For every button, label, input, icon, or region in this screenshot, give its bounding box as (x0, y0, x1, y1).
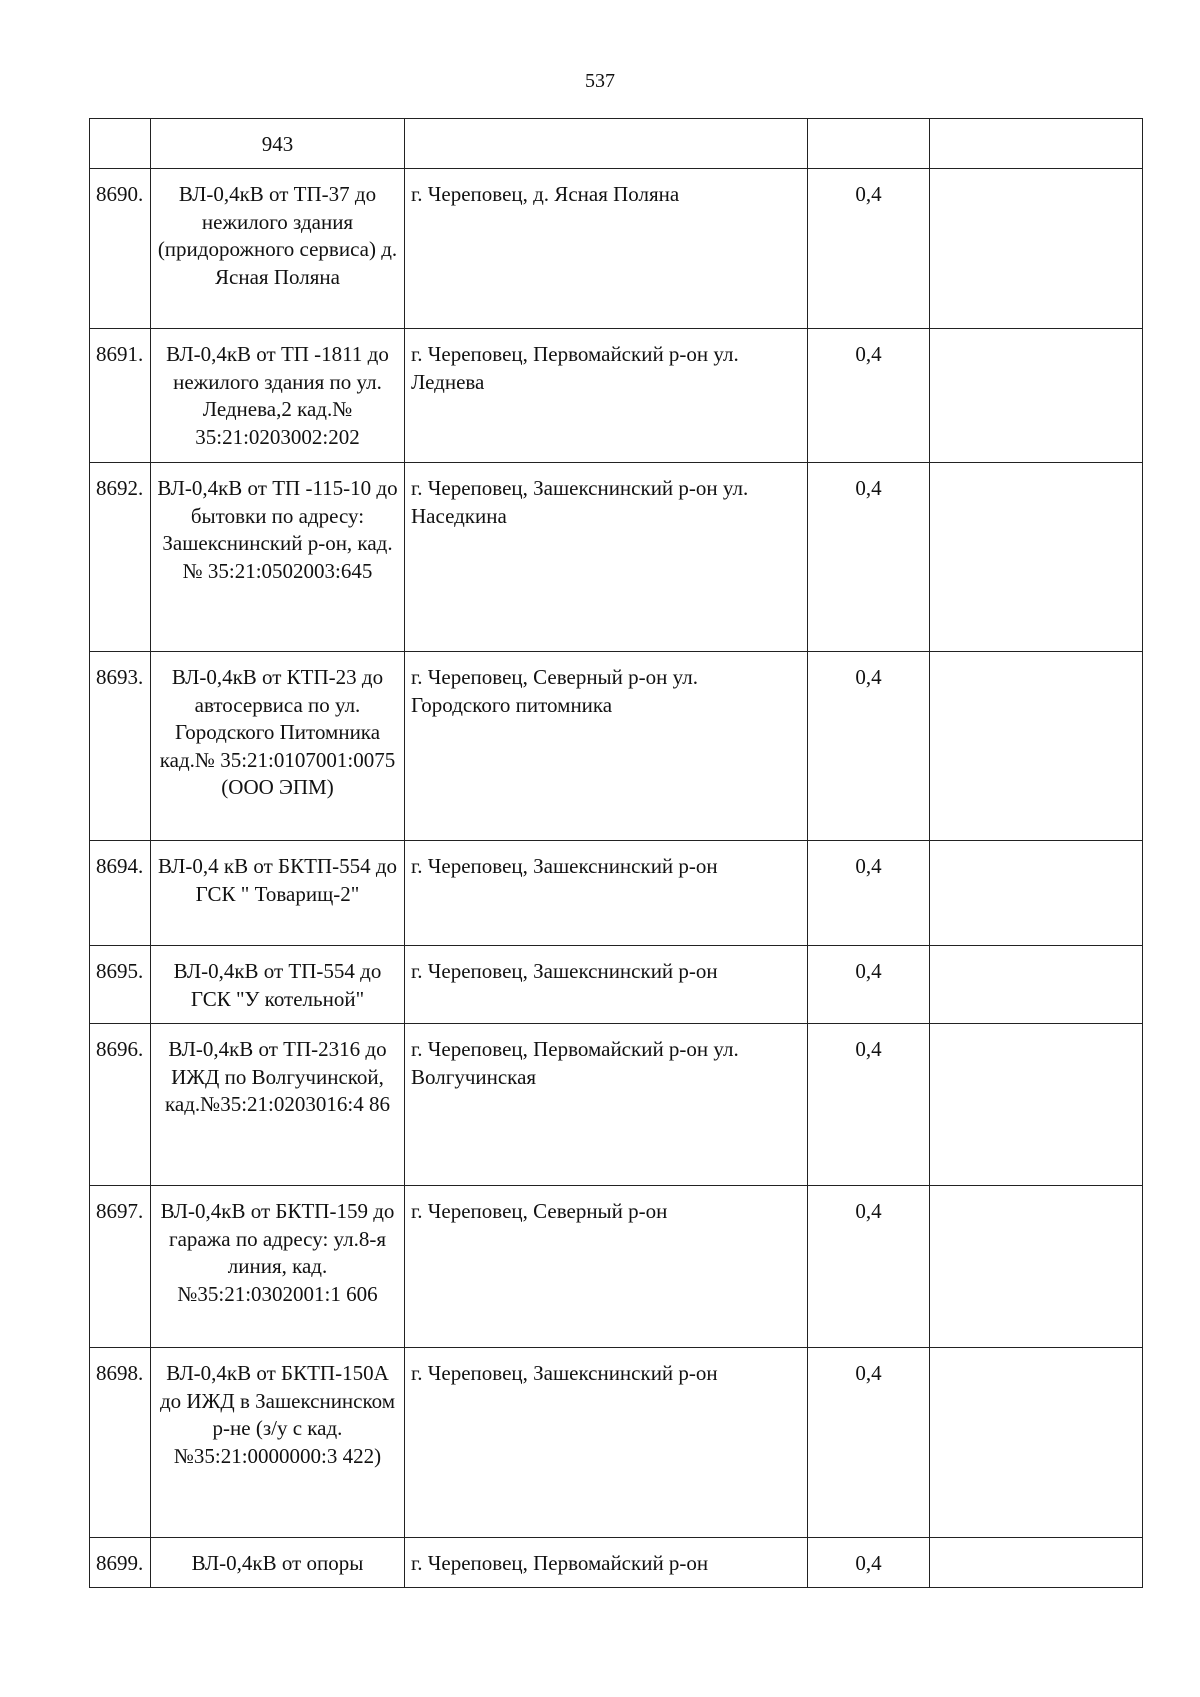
row-number-cell: 8699. (90, 1538, 151, 1588)
table-row (90, 329, 1143, 463)
line-name-cell: ВЛ-0,4кВ от ТП-37 до нежилого здания (придорожного сервиса) д. Ясная Поляна (151, 169, 405, 329)
extra-cell (930, 1024, 1143, 1186)
address-cell: г. Череповец, Зашекснинский р-он (405, 1348, 808, 1538)
table-row (90, 1538, 1143, 1588)
table-row (90, 1024, 1143, 1186)
row-number-cell: 8691. (90, 329, 151, 463)
row-number-cell: 8696. (90, 1024, 151, 1186)
line-name-cell: ВЛ-0,4кВ от ТП -115-10 до бытовки по адресу: Зашекснинский р-он, кад.№ 35:21:0502003:645 (151, 463, 405, 652)
address-cell: г. Череповец, Зашекснинский р-он (405, 841, 808, 946)
voltage-cell: 0,4 (808, 169, 930, 329)
table-row (90, 841, 1143, 946)
voltage-cell: 0,4 (808, 652, 930, 841)
address-cell: г. Череповец, Первомайский р-он ул. Волгучинская (405, 1024, 808, 1186)
address-cell: г. Череповец, Зашекснинский р-он ул. Наседкина (405, 463, 808, 652)
line-name-cell: ВЛ-0,4кВ от ТП-2316 до ИЖД по Волгучинской, кад.№35:21:0203016:4 86 (151, 1024, 405, 1186)
table-row-continuation (90, 119, 1143, 169)
row-number-cell: 8693. (90, 652, 151, 841)
extra-cell (930, 119, 1143, 169)
line-name-cell: ВЛ-0,4кВ от ТП-554 до ГСК "У котельной" (151, 946, 405, 1024)
extra-cell (930, 652, 1143, 841)
address-cell: г. Череповец, Зашекснинский р-он (405, 946, 808, 1024)
row-number-cell: 8695. (90, 946, 151, 1024)
row-number-cell (90, 119, 151, 169)
extra-cell (930, 463, 1143, 652)
voltage-cell (808, 119, 930, 169)
voltage-cell: 0,4 (808, 841, 930, 946)
extra-cell (930, 1186, 1143, 1348)
voltage-cell: 0,4 (808, 1538, 930, 1588)
extra-cell (930, 169, 1143, 329)
extra-cell (930, 1538, 1143, 1588)
address-cell: г. Череповец, д. Ясная Поляна (405, 169, 808, 329)
table-row (90, 169, 1143, 329)
address-cell: г. Череповец, Северный р-он ул. Городского питомника (405, 652, 808, 841)
table-row (90, 652, 1143, 841)
table-row (90, 463, 1143, 652)
line-name-cell: ВЛ-0,4кВ от БКТП-150А до ИЖД в Зашекснинском р-не (з/у с кад.№35:21:0000000:3 422) (151, 1348, 405, 1538)
line-name-cell: ВЛ-0,4кВ от КТП-23 до автосервиса по ул. Городского Питомника кад.№ 35:21:0107001:0075 (ООО ЭПМ) (151, 652, 405, 841)
line-name-cell: ВЛ-0,4кВ от опоры (151, 1538, 405, 1588)
row-number-cell: 8692. (90, 463, 151, 652)
row-number-cell: 8698. (90, 1348, 151, 1538)
voltage-cell: 0,4 (808, 329, 930, 463)
extra-cell (930, 841, 1143, 946)
address-cell: г. Череповец, Первомайский р-он ул. Леднева (405, 329, 808, 463)
voltage-cell: 0,4 (808, 463, 930, 652)
voltage-cell: 0,4 (808, 1186, 930, 1348)
table-row (90, 1348, 1143, 1538)
line-name-cell: ВЛ-0,4кВ от БКТП-159 до гаража по адресу: ул.8-я линия, кад.№35:21:0302001:1 606 (151, 1186, 405, 1348)
registry-table (89, 118, 1143, 1588)
row-number-cell: 8697. (90, 1186, 151, 1348)
line-name-cell: ВЛ-0,4кВ от ТП -1811 до нежилого здания по ул. Леднева,2 кад.№ 35:21:0203002:202 (151, 329, 405, 463)
voltage-cell: 0,4 (808, 1024, 930, 1186)
row-number-cell: 8690. (90, 169, 151, 329)
voltage-cell: 0,4 (808, 946, 930, 1024)
address-cell: г. Череповец, Северный р-он (405, 1186, 808, 1348)
address-cell (405, 119, 808, 169)
extra-cell (930, 946, 1143, 1024)
row-number-cell: 8694. (90, 841, 151, 946)
table-row (90, 1186, 1143, 1348)
address-cell: г. Череповец, Первомайский р-он (405, 1538, 808, 1588)
voltage-cell: 0,4 (808, 1348, 930, 1538)
line-name-cell: ВЛ-0,4 кВ от БКТП-554 до ГСК " Товарищ-2" (151, 841, 405, 946)
extra-cell (930, 1348, 1143, 1538)
page-number: 537 (585, 70, 615, 92)
extra-cell (930, 329, 1143, 463)
line-name-cell: 943 (151, 119, 405, 169)
table-row (90, 946, 1143, 1024)
registry-table-body (90, 119, 1143, 1588)
